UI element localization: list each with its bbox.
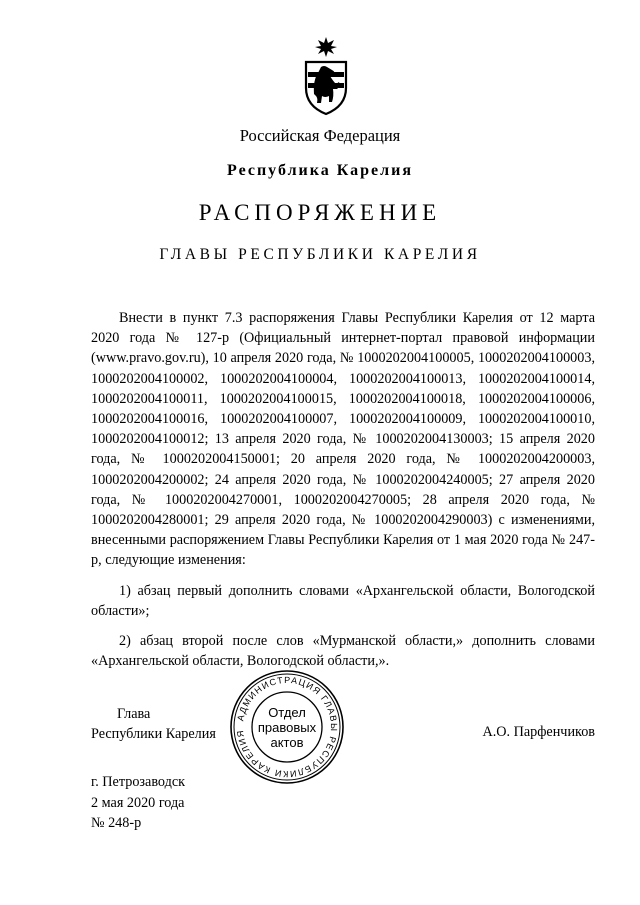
document-footer [91, 772, 185, 834]
stamp-center-line1: Отдел [268, 705, 306, 720]
stamp-center-line3: актов [270, 735, 304, 750]
footer-date: 2 мая 2020 года [91, 794, 185, 811]
signatory-title [91, 704, 216, 744]
body-item-2: 2) абзац второй после слов «Мурманской области,» дополнить словами «Архангельской области, Вологодской области,». [91, 633, 595, 670]
republic-title: Республика Карелия [227, 162, 413, 179]
stamp-center-line2: правовых [257, 720, 317, 735]
issuer-title: ГЛАВЫ РЕСПУБЛИКИ КАРЕЛИЯ [159, 246, 481, 263]
footer-number: № 248-р [91, 815, 142, 831]
signatory-title-line1: Глава [117, 706, 151, 722]
body-item-1: 1) абзац первый дополнить словами «Архангельской области, Вологодской области»; [91, 582, 595, 619]
signatory-name: А.О. Парфенчиков [482, 724, 595, 740]
karelia-coat-of-arms-icon [303, 36, 349, 116]
document-type-title: РАСПОРЯЖЕНИЕ [198, 200, 442, 225]
official-stamp [228, 668, 346, 786]
document-body [91, 308, 595, 671]
footer-city: г. Петрозаводск [91, 774, 186, 790]
signatory-title-line2: Республики Карелия [91, 726, 216, 742]
federation-title: Российская Федерация [239, 126, 401, 145]
stamp-ring-text: АДМИНИСТРАЦИЯ ГЛАВЫ РЕСПУБЛИКИ КАРЕЛИЯ [234, 674, 340, 780]
body-paragraph-main: Внести в пункт 7.3 распоряжения Главы Республики Карелия от 12 марта 2020 года № 127-р (Официальный интернет-портал правовой информации (www.pravo.gov.ru), 10 апреля 2020 года, № 1000202004100005, 1000202004100003, 1000202004100002, 1000202004100004, 1000202004100013, 1000202004100014, 1000202004100011, 1000202004100015, 1000202004100018, 1000202004100006, 1000202004100016, 1000202004100007, 1000202004100009, 1000202004100010, 1000202004100012; 13 апреля 2020 года, № 1000202004130003; 15 апреля 2020 года, № 1000202004150001; 20 апреля 2020 года, № 1000202004200003, 1000202004200002; 24 апреля 2020 года, № 1000202004240005; 27 апреля 2020 года, № 1000202004270001, 1000202004270005; 28 апреля 2020 года, № 1000202004280001; 29 апреля 2020 года, № 1000202004290003) с изменениями, внесенными распоряжением Главы Республики Карелия от 1 мая 2020 года № 247-р, следующие изменения: [91, 310, 595, 569]
